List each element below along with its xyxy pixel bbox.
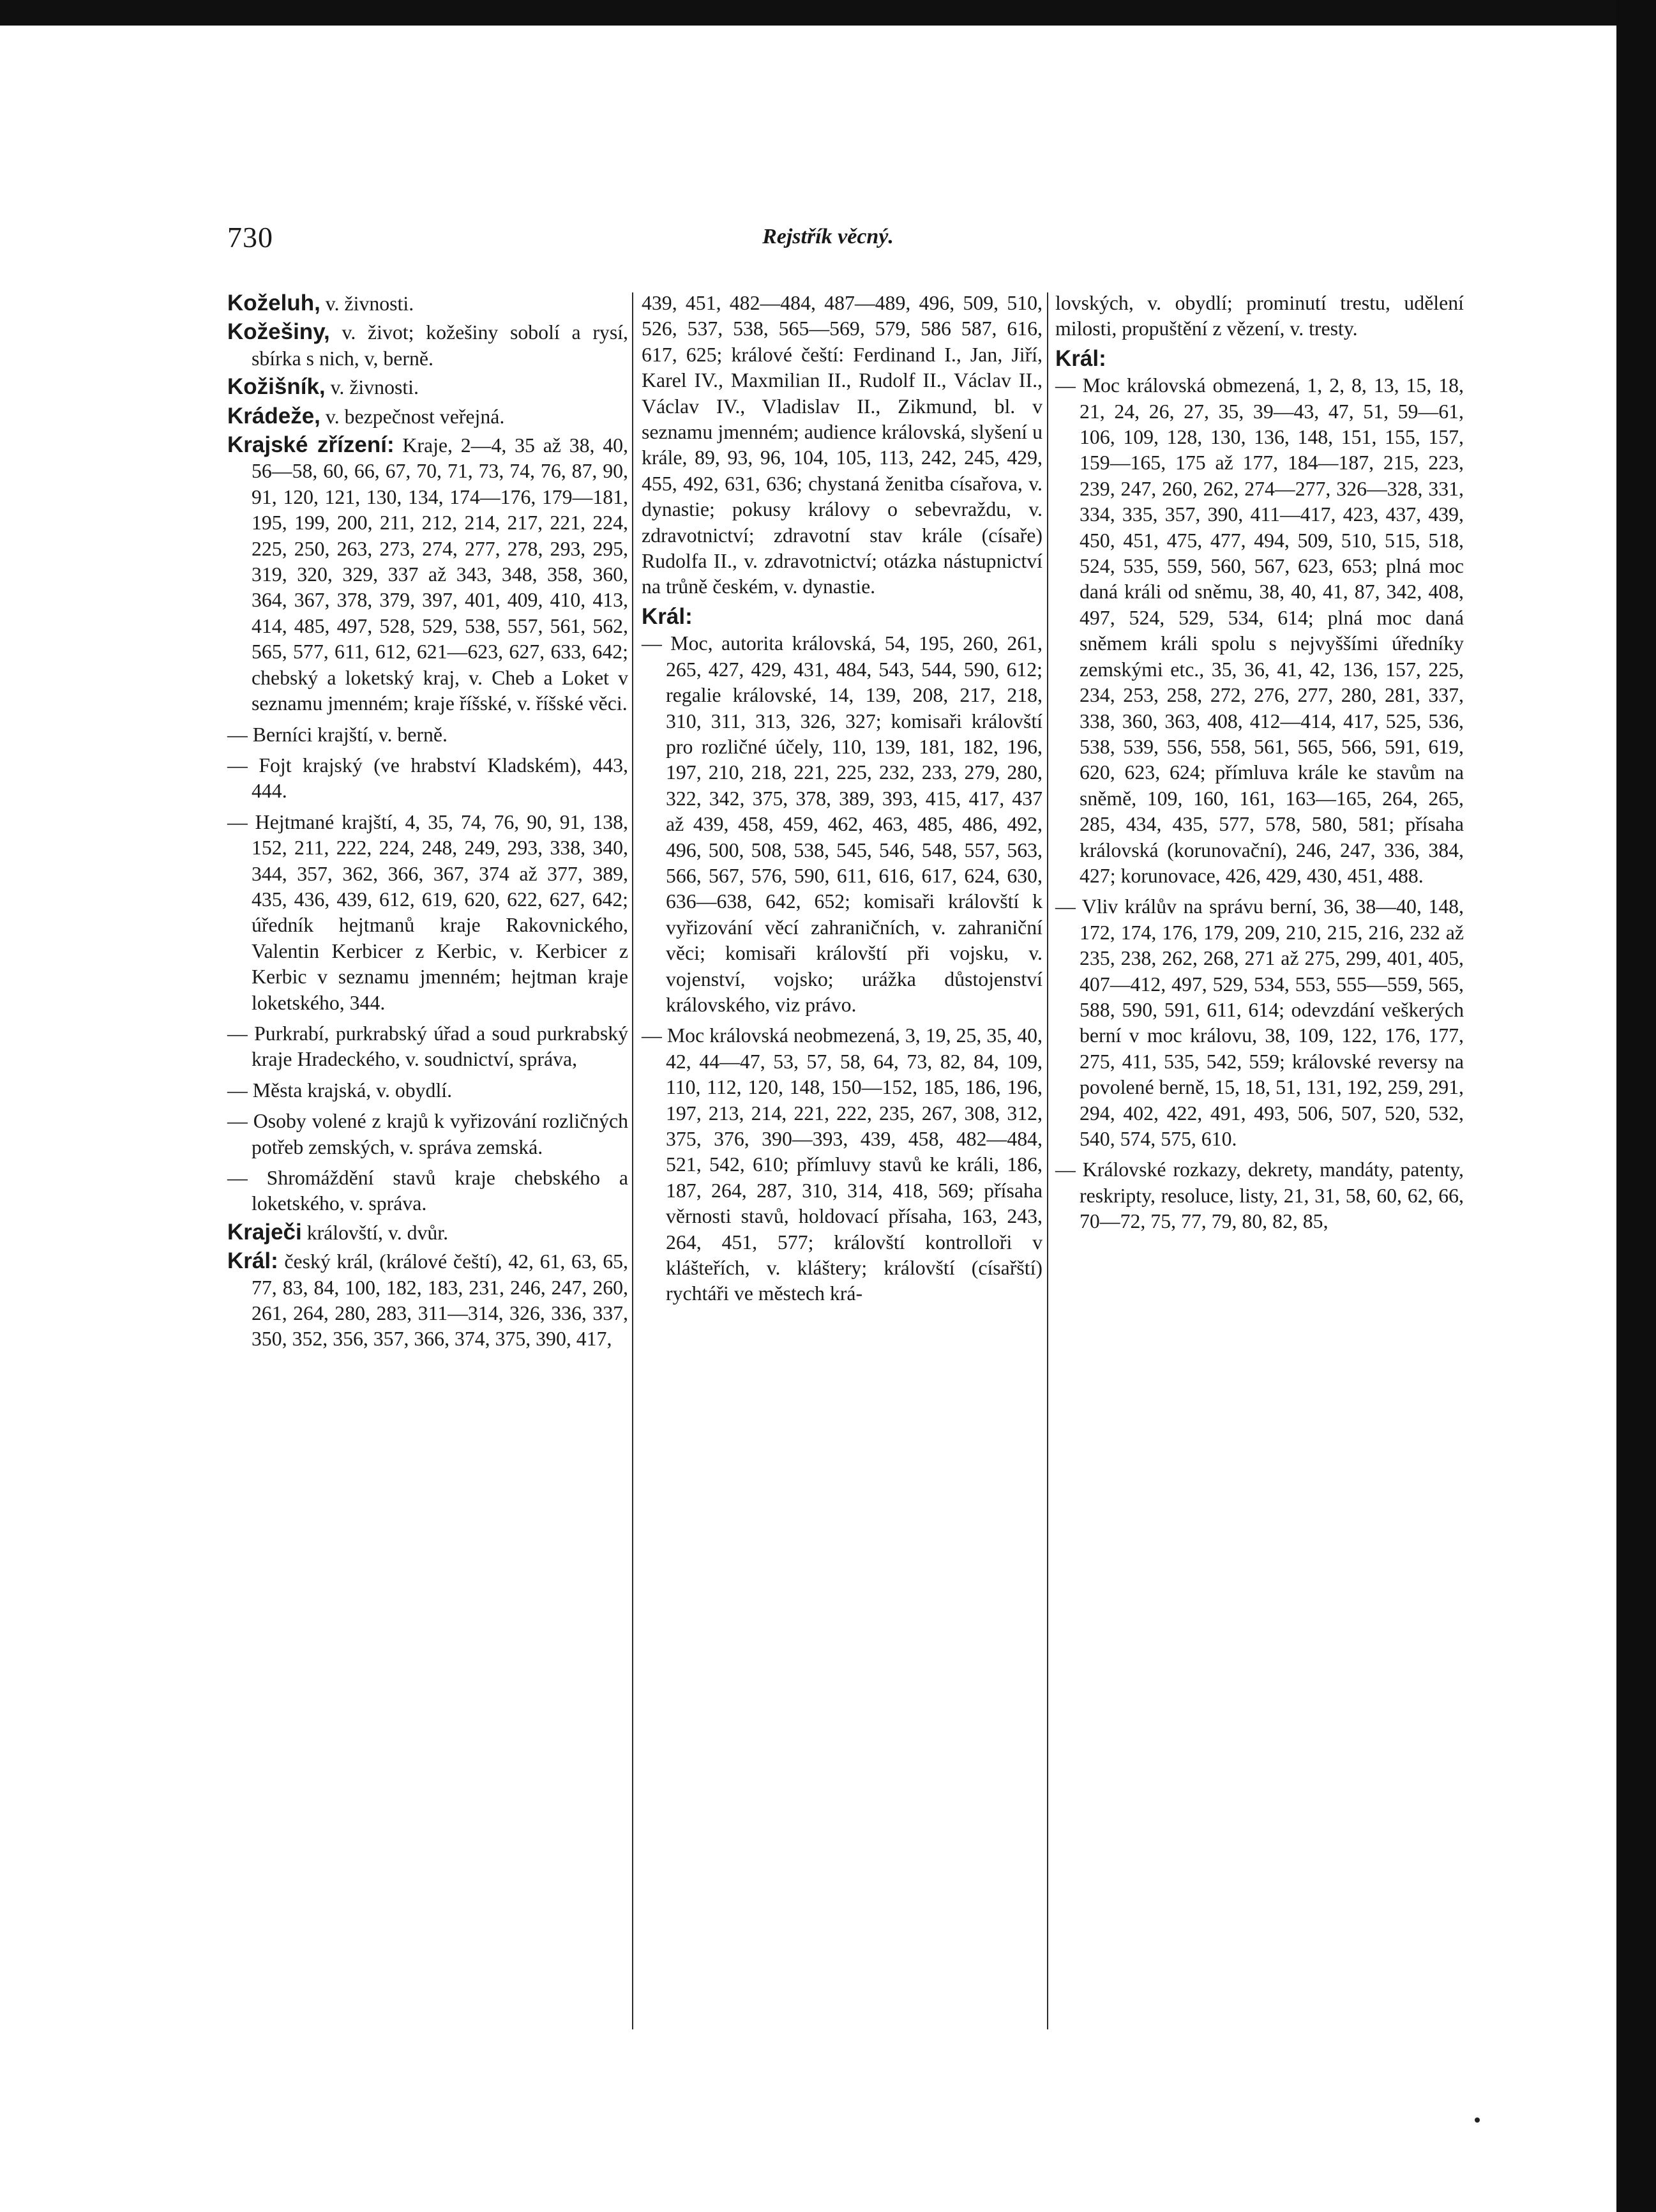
index-entry [227,319,628,372]
entry-headword: Král: [1055,345,1106,371]
scan-border-right [1616,0,1656,2212]
entry-headword: Koželuh, [227,291,320,315]
index-subentry: — Moc královská neobmezená, 3, 19, 25, 35, 40, 42, 44—47, 53, 57, 58, 64, 73, 82, 84, 109, 110, 112, 120, 148, 150—152, 185, 186, 196, 197, 213, 214, 221, 222, 235, 267, 308, 312, 375, 376, 390—393, 439, 458, 482—484, 521, 542, 610; přímluvy stavů ke králi, 186, 187, 264, 287, 310, 314, 418, 569; přísaha věrnosti stavů, holdovací přísaha, 163, 243, 264, 451, 577; královští kontrolloři v klášteřích, v. kláštery; královští (císařští) rychtáři ve městech krá- [642,1024,1043,1305]
entry-headword: Krajské zřízení: [227,432,395,458]
index-subentry: — Moc královská obmezená, 1, 2, 8, 13, 15, 18, 21, 24, 26, 27, 35, 39—43, 47, 51, 59—61, 106, 109, 128, 130, 136, 148, 151, 155, 157, 159—165, 175 až 177, 184—187, 215, 223, 239, 247, 260, 262, 274—277, 326—328, 331, 334, 335, 357, 390, 411—417, 423, 437, 439, 450, 451, 475, 477, 494, 509, 510, 515, 518, 524, 535, 559, 560, 567, 623, 653; plná moc daná králi od sněmu, 38, 40, 41, 87, 342, 408, 497, 524, 529, 534, 614; plná moc daná sněmem králi spolu s nejvyššími úředníky zemskými etc., 35, 36, 41, 42, 136, 157, 225, 234, 253, 258, 272, 276, 277, 280, 281, 337, 338, 360, 363, 408, 412—414, 417, 525, 536, 538, 539, 556, 558, 561, 565, 566, 591, 619, 620, 623, 624; přímluva krále ke stavům na sněmě, 109, 160, 161, 163—165, 264, 265, 285, 434, 435, 577, 578, 580, 581; přísaha královská (korunovační), 246, 247, 336, 384, 427; korunovace, 426, 429, 430, 451, 488. [1055,374,1464,887]
entry-text: v. živnosti. [325,376,419,399]
index-subentry: — Shromáždění stavů kraje chebského a loketského, v. správa. [227,1167,628,1215]
index-entry [227,291,628,317]
entry-text: v. bezpečnost veřejná. [320,405,505,428]
index-column-middle [642,291,1043,1310]
entry-headword: Kraječi [227,1219,302,1245]
entry-text: v. život; kožešiny sobolí a rysí, sbírka s nich, v, berně. [252,321,628,370]
index-entry [227,374,628,400]
index-subentry: — Vliv králův na správu berní, 36, 38—40, 148, 172, 174, 176, 179, 209, 210, 215, 216, 232 až 235, 238, 262, 268, 271 až 275, 299, 401, 405, 407—412, 497, 529, 534, 553, 555—559, 565, 588, 590, 591, 611, 614; odevzdání veškerých berní v moc královu, 38, 109, 122, 176, 177, 275, 411, 535, 542, 559; královské reversy na povolené berně, 15, 18, 51, 131, 192, 259, 291, 294, 402, 422, 491, 493, 506, 507, 520, 532, 540, 574, 575, 610. [1055,895,1464,1150]
index-subentry: — Osoby volené z krajů k vyřizování rozličných potřeb zemských, v. správa zemská. [227,1110,628,1158]
entry-headword: Kožišník, [227,374,326,400]
index-subentry: — Berníci krajští, v. berně. [227,723,448,746]
index-subentry: — Fojt krajský (ve hrabství Kladském), 443, 444. [227,754,628,803]
index-column-left [227,291,628,1355]
index-entry [227,432,628,716]
index-entry-continuation: 439, 451, 482—484, 487—489, 496, 509, 510, 526, 537, 538, 565—569, 579, 586 587, 616, 617, 625; králové čeští: Ferdinand I., Jan, Jiří, Karel IV., Maxmilian II., Rudolf II., Václav II., Václav IV., Vladislav II., Zikmund, bl. v seznamu jmenném; audience královská, slyšení u krále, 89, 93, 96, 104, 105, 113, 242, 245, 429, 455, 492, 631, 636; chystaná ženitba císařova, v. dynastie; pokusy královy o sebevraždu, v. zdravotnictví; zdravotní stav krále (císaře) Rudolfa II., v. zdravotnictví; otázka nástupnictví na trůně českém, v. dynastie. [642,292,1043,598]
index-entry-continuation: lovských, v. obydlí; prominutí trestu, udělení milosti, propuštění z vězení, v. tresty. [1055,292,1464,340]
index-subentry: — Moc, autorita královská, 54, 195, 260, 261, 265, 427, 429, 431, 484, 543, 544, 590, 612; regalie královské, 14, 139, 208, 217, 218, 310, 311, 313, 326, 327; komisaři královští pro rozličné účely, 110, 139, 181, 182, 196, 197, 210, 218, 221, 225, 232, 233, 279, 280, 322, 342, 375, 378, 389, 393, 415, 417, 437 až 439, 458, 459, 462, 463, 485, 486, 492, 496, 500, 508, 538, 545, 546, 548, 557, 563, 566, 567, 576, 590, 611, 616, 617, 624, 630, 636—638, 642, 652; komisaři královští k vyřizování věcí zahraničních, v. zahraniční věci; komisaři královští při vojsku, v. vojenství, vojsko; urážka důstojenství královského, viz právo. [642,632,1043,1016]
entry-text: Kraje, 2—4, 35 až 38, 40, 56—58, 60, 66, 67, 70, 71, 73, 74, 76, 87, 90, 91, 120, 121, 130, 134, 174—176, 179—181, 195, 199, 200, 211, 212, 214, 217, 221, 224, 225, 250, 263, 273, 274, 277, 278, 293, 295, 319, 320, 329, 337 až 343, 348, 358, 360, 364, 367, 378, 379, 397, 401, 409, 410, 413, 414, 485, 497, 528, 529, 538, 557, 561, 562, 565, 577, 611, 612, 621—623, 627, 633, 642; chebský a loketský kraj, v. Cheb a Loket v seznamu jmenném; kraje říšské, v. říšské věci. [252,434,628,715]
entry-text: český král, (králové čeští), 42, 61, 63, 65, 77, 83, 84, 100, 182, 183, 231, 246, 247, 260, 261, 264, 280, 283, 311—314, 326, 336, 337, 350, 352, 356, 357, 366, 374, 375, 390, 417, [252,1250,628,1351]
index-subentry: — Purkrabí, purkrabský úřad a soud purkrabský kraje Hradeckého, v. soudnictví, správa, [227,1022,628,1071]
index-entry [227,404,628,430]
entry-text: královští, v. dvůr. [301,1221,449,1244]
index-entry [227,1248,628,1352]
index-subentry: — Královské rozkazy, dekrety, mandáty, patenty, reskripty, resoluce, listy, 21, 31, 58, 60, 62, 66, 70—72, 75, 77, 79, 80, 82, 85, [1055,1158,1464,1233]
index-entry [227,1220,628,1246]
index-column-right [1055,291,1464,1238]
index-subentry: — Hejtmané krajští, 4, 35, 74, 76, 90, 91, 138, 152, 211, 222, 224, 248, 249, 293, 338, 340, 344, 357, 362, 366, 367, 374 až 377, 389, 435, 436, 439, 612, 619, 620, 622, 627, 642; úředník hejtmanů kraje Rakovnického, Valentin Kerbicer z Kerbic, v. Kerbicer z Kerbic v seznamu jmenném; hejtman kraje loketského, 344. [227,810,628,1014]
column-divider [632,292,633,2029]
entry-text: v. živnosti. [320,292,414,315]
entry-headword: Kožešiny, [227,319,330,345]
entry-headword: Král: [227,1248,278,1274]
column-divider [1047,292,1048,2029]
page-number: 730 [227,221,273,254]
entry-headword: Král: [642,603,693,629]
index-subentry: — Města krajská, v. obydlí. [227,1079,453,1102]
scan-speck [1475,2117,1480,2123]
scan-border-top [0,0,1656,26]
entry-headword: Krádeže, [227,403,320,428]
running-head-title: Rejstřík věcný. [762,225,894,248]
